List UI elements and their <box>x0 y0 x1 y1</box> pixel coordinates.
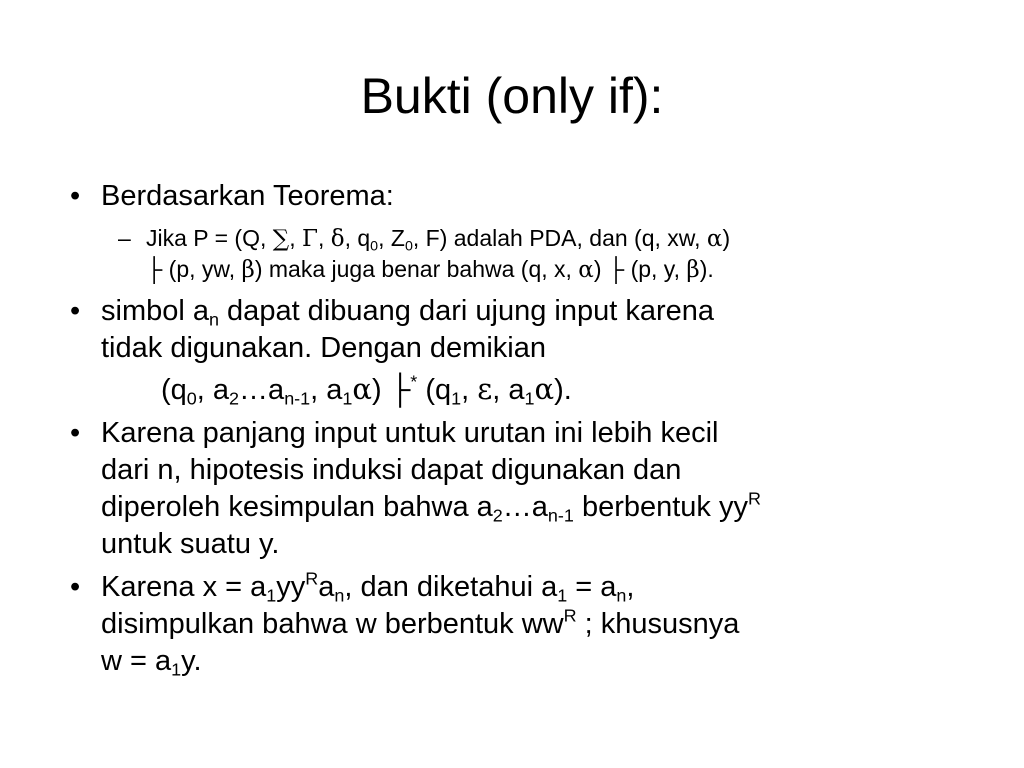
bullet-mark: • <box>70 417 81 449</box>
bullet-theorem <box>68 178 968 215</box>
bullet-text: Berdasarkan Teorema: <box>101 180 394 212</box>
epsilon-symbol: ε <box>477 372 493 406</box>
text-segment: , <box>626 571 635 603</box>
text-segment: ) ├ (p, y, <box>593 256 687 282</box>
text-segment: , <box>461 374 478 406</box>
gamma-symbol: Γ <box>301 226 318 252</box>
text-segment: …a <box>502 491 548 523</box>
text-segment: , Z <box>378 225 405 251</box>
text-segment: , <box>289 225 302 251</box>
beta-symbol: β <box>686 257 700 283</box>
bullet-line-3 <box>101 643 968 680</box>
subscript: n <box>616 585 627 606</box>
text-segment: , <box>317 225 331 251</box>
formula-line <box>101 371 968 409</box>
text-segment: dapat dibuang dari ujung input karena <box>219 295 714 327</box>
text-segment: y. <box>181 645 202 677</box>
subscript: 1 <box>524 388 535 409</box>
subscript: n-1 <box>284 388 311 409</box>
slide-title: Bukti (only if): <box>360 68 664 124</box>
bullet-conclusion <box>68 569 968 680</box>
subscript: n <box>209 309 219 330</box>
text-segment: berbentuk yy <box>573 491 748 523</box>
bullet-line-2: tidak digunakan. Dengan demikian <box>101 332 546 364</box>
text-segment: , a <box>310 374 343 406</box>
text-segment: , q <box>344 225 371 251</box>
bullet-line-2: dari n, hipotesis induksi dapat digunakan dan <box>101 454 682 486</box>
text-segment: ) maka juga benar bahwa (q, x, <box>254 256 579 282</box>
text-segment: , a <box>492 374 525 406</box>
superscript: R <box>305 568 319 589</box>
sub-line-1 <box>146 223 968 254</box>
bullet-simbol <box>68 293 968 409</box>
sub-bullet-theorem-statement <box>68 223 968 285</box>
subscript: n <box>334 585 345 606</box>
text-segment: yy <box>276 571 306 603</box>
bullet-line-4: untuk suatu y. <box>101 528 280 560</box>
alpha-symbol: α <box>706 226 723 252</box>
subscript: n-1 <box>547 505 574 526</box>
subscript: 1 <box>342 388 353 409</box>
subscript: 1 <box>557 585 568 606</box>
sum-symbol: ∑ <box>272 226 290 252</box>
subscript: 2 <box>229 388 240 409</box>
bullet-line-3 <box>101 489 968 526</box>
text-segment: , dan diketahui a <box>344 571 558 603</box>
superscript: R <box>748 488 761 509</box>
bullet-induction <box>68 415 968 563</box>
text-segment: diperoleh kesimpulan bahwa a <box>101 491 493 523</box>
text-segment: a <box>318 571 335 603</box>
subscript: 2 <box>492 505 503 526</box>
text-segment: w = a <box>101 645 172 677</box>
bullet-line-1 <box>101 569 968 606</box>
subscript: 0 <box>186 388 197 409</box>
alpha-symbol: α <box>578 257 594 283</box>
text-segment: ) ├ <box>372 374 411 406</box>
text-segment: ). <box>554 374 572 406</box>
bullet-mark: • <box>70 295 81 327</box>
superscript: R <box>563 605 577 626</box>
text-segment: Karena x = a <box>101 571 267 603</box>
bullet-mark: • <box>70 571 81 603</box>
text-segment: ├ (p, yw, <box>146 256 242 282</box>
subscript: 1 <box>451 388 462 409</box>
sub-line-2 <box>146 254 968 285</box>
text-segment: (q <box>417 374 452 406</box>
text-segment: ; khususnya <box>576 608 740 640</box>
beta-symbol: β <box>241 257 255 283</box>
bullet-line-2 <box>101 606 968 643</box>
text-segment: …a <box>239 374 285 406</box>
text-segment: (q <box>161 374 187 406</box>
subscript: 0 <box>404 238 413 255</box>
alpha-symbol: α <box>352 372 373 406</box>
text-segment: , F) adalah PDA, dan (q, xw, <box>412 225 707 251</box>
subscript: 0 <box>370 238 379 255</box>
text-segment: = a <box>567 571 617 603</box>
subscript: 1 <box>171 659 182 680</box>
subscript: 1 <box>266 585 277 606</box>
dash-mark: – <box>118 225 131 251</box>
text-segment: disimpulkan bahwa w berbentuk ww <box>101 608 564 640</box>
text-segment: simbol a <box>101 295 209 327</box>
text-segment: ). <box>699 256 714 282</box>
text-segment: , a <box>196 374 230 406</box>
bullet-mark: • <box>70 180 81 212</box>
text-segment: Jika P = (Q, <box>146 225 273 251</box>
alpha-symbol: α <box>534 372 555 406</box>
bullet-line-1 <box>101 293 968 330</box>
slide-content <box>68 178 968 686</box>
delta-symbol: δ <box>330 226 345 252</box>
text-segment: ) <box>722 225 731 251</box>
bullet-line-1: Karena panjang input untuk urutan ini lebih kecil <box>101 417 719 449</box>
superscript-star: * <box>410 371 418 392</box>
